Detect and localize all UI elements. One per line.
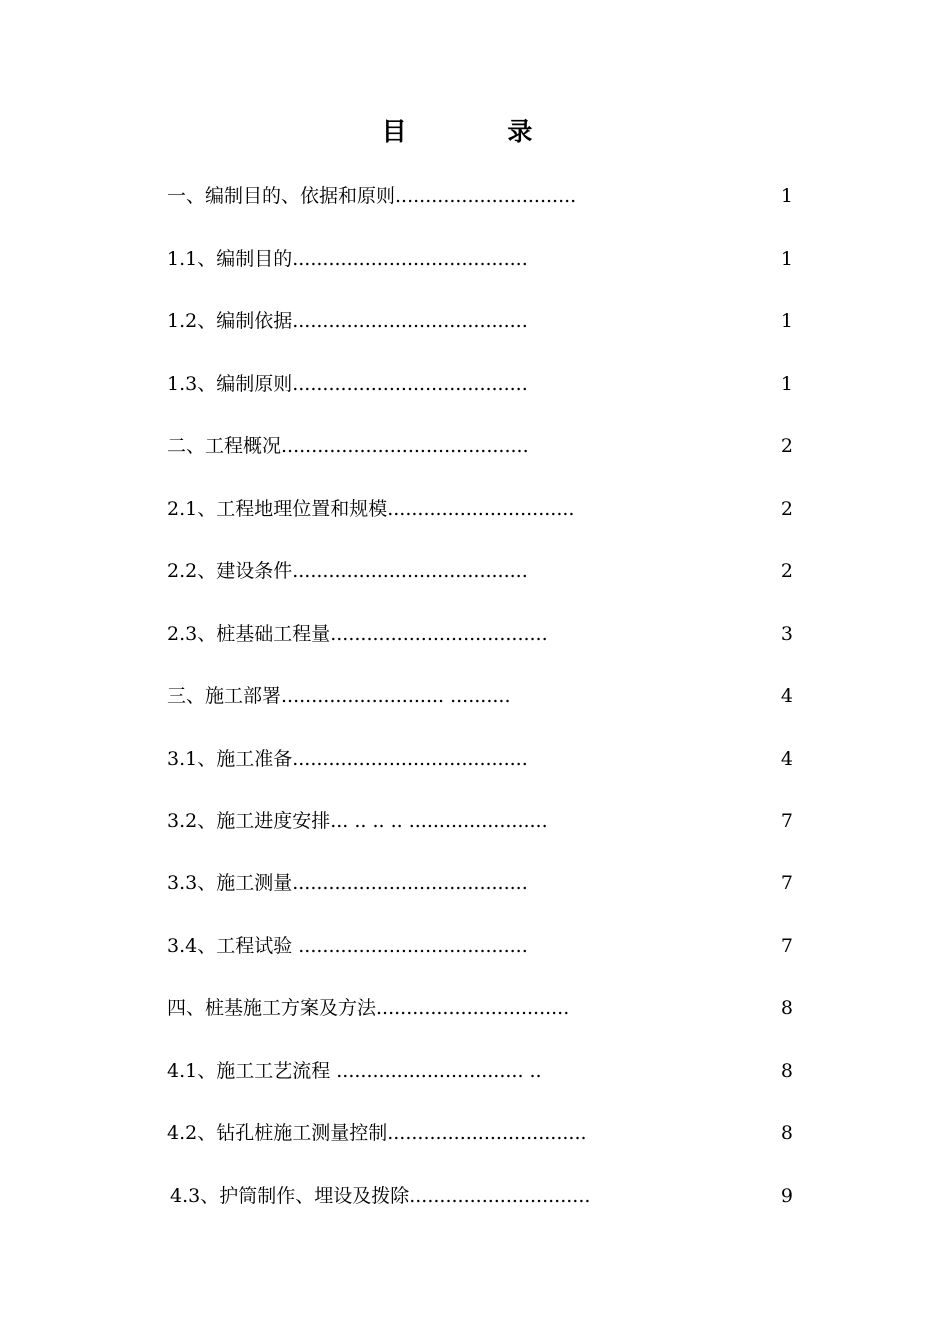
toc-entry [167, 1118, 793, 1148]
toc-entry-text: 四、桩基施工方案及方法................................ [167, 997, 570, 1019]
toc-entry [167, 244, 793, 274]
toc-entry [167, 744, 793, 774]
toc-entry-page: 7 [780, 935, 793, 957]
toc-entry [167, 806, 793, 836]
toc-entry [167, 369, 793, 399]
toc-entry-text: 1.2、编制依据....................................... [167, 310, 528, 332]
toc-entry [170, 1181, 793, 1211]
toc-entry-page: 4 [780, 748, 793, 770]
toc-entry [167, 494, 793, 524]
toc-entry [167, 931, 793, 961]
toc-entry-page: 1 [780, 373, 793, 395]
toc-entry [167, 681, 793, 711]
toc-entry-page: 1 [780, 185, 793, 207]
toc-entry [167, 306, 793, 336]
toc-entry-page: 1 [780, 248, 793, 270]
toc-entry-page: 7 [780, 810, 793, 832]
toc-entry-text: 1.3、编制原则....................................... [167, 373, 528, 395]
toc-entry-text: 1.1、编制目的....................................... [167, 248, 528, 270]
toc-entry-page: 2 [780, 498, 793, 520]
toc-entry [167, 181, 793, 211]
toc-entry-text: 3.1、施工准备....................................... [167, 748, 528, 770]
toc-title: 目 录 [381, 117, 579, 146]
toc-entry-text: 4.1、施工工艺流程 ............................... .. [167, 1060, 542, 1082]
toc-entry-page: 2 [780, 435, 793, 457]
toc-entry-page: 2 [780, 560, 793, 582]
toc-entry-text: 4.2、钻孔桩施工测量控制................................. [167, 1122, 587, 1144]
toc-entry-page: 8 [780, 1122, 793, 1144]
toc-entry [167, 431, 793, 461]
toc-entry [167, 556, 793, 586]
toc-entry-text: 3.2、施工进度安排... .. .. .. ....................... [167, 810, 548, 832]
toc-entry-page: 8 [780, 997, 793, 1019]
toc-entry [167, 619, 793, 649]
toc-entry-page: 7 [780, 872, 793, 894]
toc-entry-text: 4.3、护筒制作、埋设及拨除.............................. [170, 1185, 591, 1207]
toc-entry [167, 1056, 793, 1086]
toc-entry-text: 2.2、建设条件....................................... [167, 560, 528, 582]
toc-entry-text: 2.3、桩基础工程量.................................... [167, 623, 548, 645]
toc-entry-text: 三、施工部署........................... .......... [167, 685, 511, 707]
toc-entry-text: 3.4、工程试验 ...................................... [167, 935, 528, 957]
toc-entry-text: 2.1、工程地理位置和规模............................... [167, 498, 575, 520]
toc-entry-text: 二、工程概况......................................... [167, 435, 529, 457]
toc-entry-text: 3.3、施工测量....................................... [167, 872, 528, 894]
toc-entry-text: 一、编制目的、依据和原则.............................. [167, 185, 577, 207]
toc-entry-page: 9 [780, 1185, 793, 1207]
toc-entry-page: 8 [780, 1060, 793, 1082]
toc-entry [167, 993, 793, 1023]
toc-entry [167, 868, 793, 898]
toc-entry-page: 3 [780, 623, 793, 645]
toc-entry-page: 4 [780, 685, 793, 707]
toc-entry-page: 1 [780, 310, 793, 332]
